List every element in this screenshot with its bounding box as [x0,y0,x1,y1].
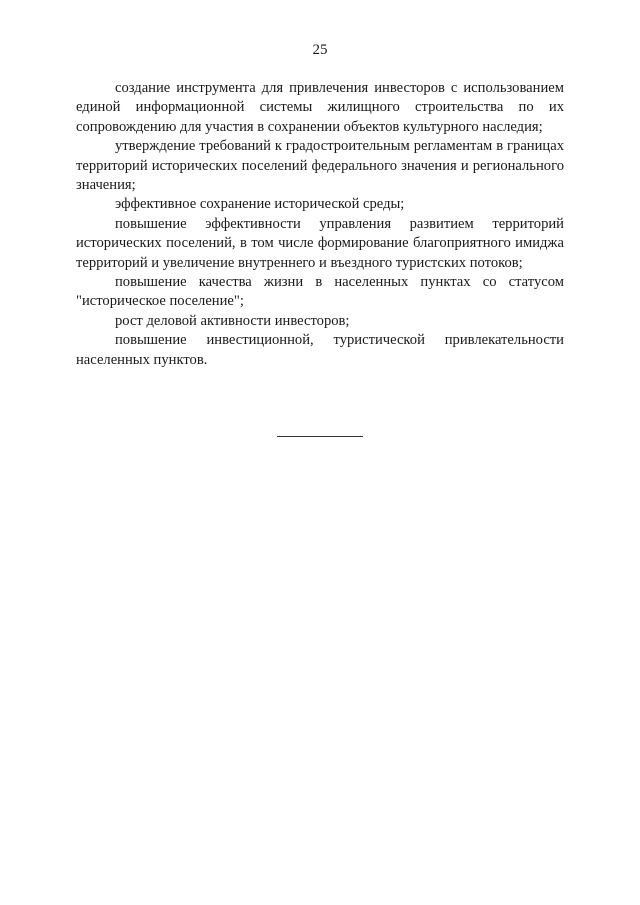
paragraph: рост деловой активности инвесторов; [115,312,350,329]
end-divider [277,436,363,437]
paragraph: создание инструмента для привлечения инвесторов с использованием единой информационной системы жилищного строительства по их сопровождению для участия в сохранении объектов культурного наследия; [76,80,564,135]
page-number: 25 [312,42,328,58]
paragraph: утверждение требований к градостроительным регламентам в границах территорий исторических поселений федерального значения и регионального значения; [76,138,564,194]
document-body [76,79,564,370]
paragraph: повышение качества жизни в населенных пунктах со статусом "историческое поселение"; [76,274,564,310]
paragraph: повышение инвестиционной, туристической привлекательности населенных пунктов. [76,332,564,368]
paragraph: эффективное сохранение исторической среды; [115,196,405,213]
paragraph: повышение эффективности управления развитием территорий исторических поселений, в том числе формирование благоприятного имиджа территорий и увеличение внутреннего и въездного туристских потоков; [76,215,564,271]
